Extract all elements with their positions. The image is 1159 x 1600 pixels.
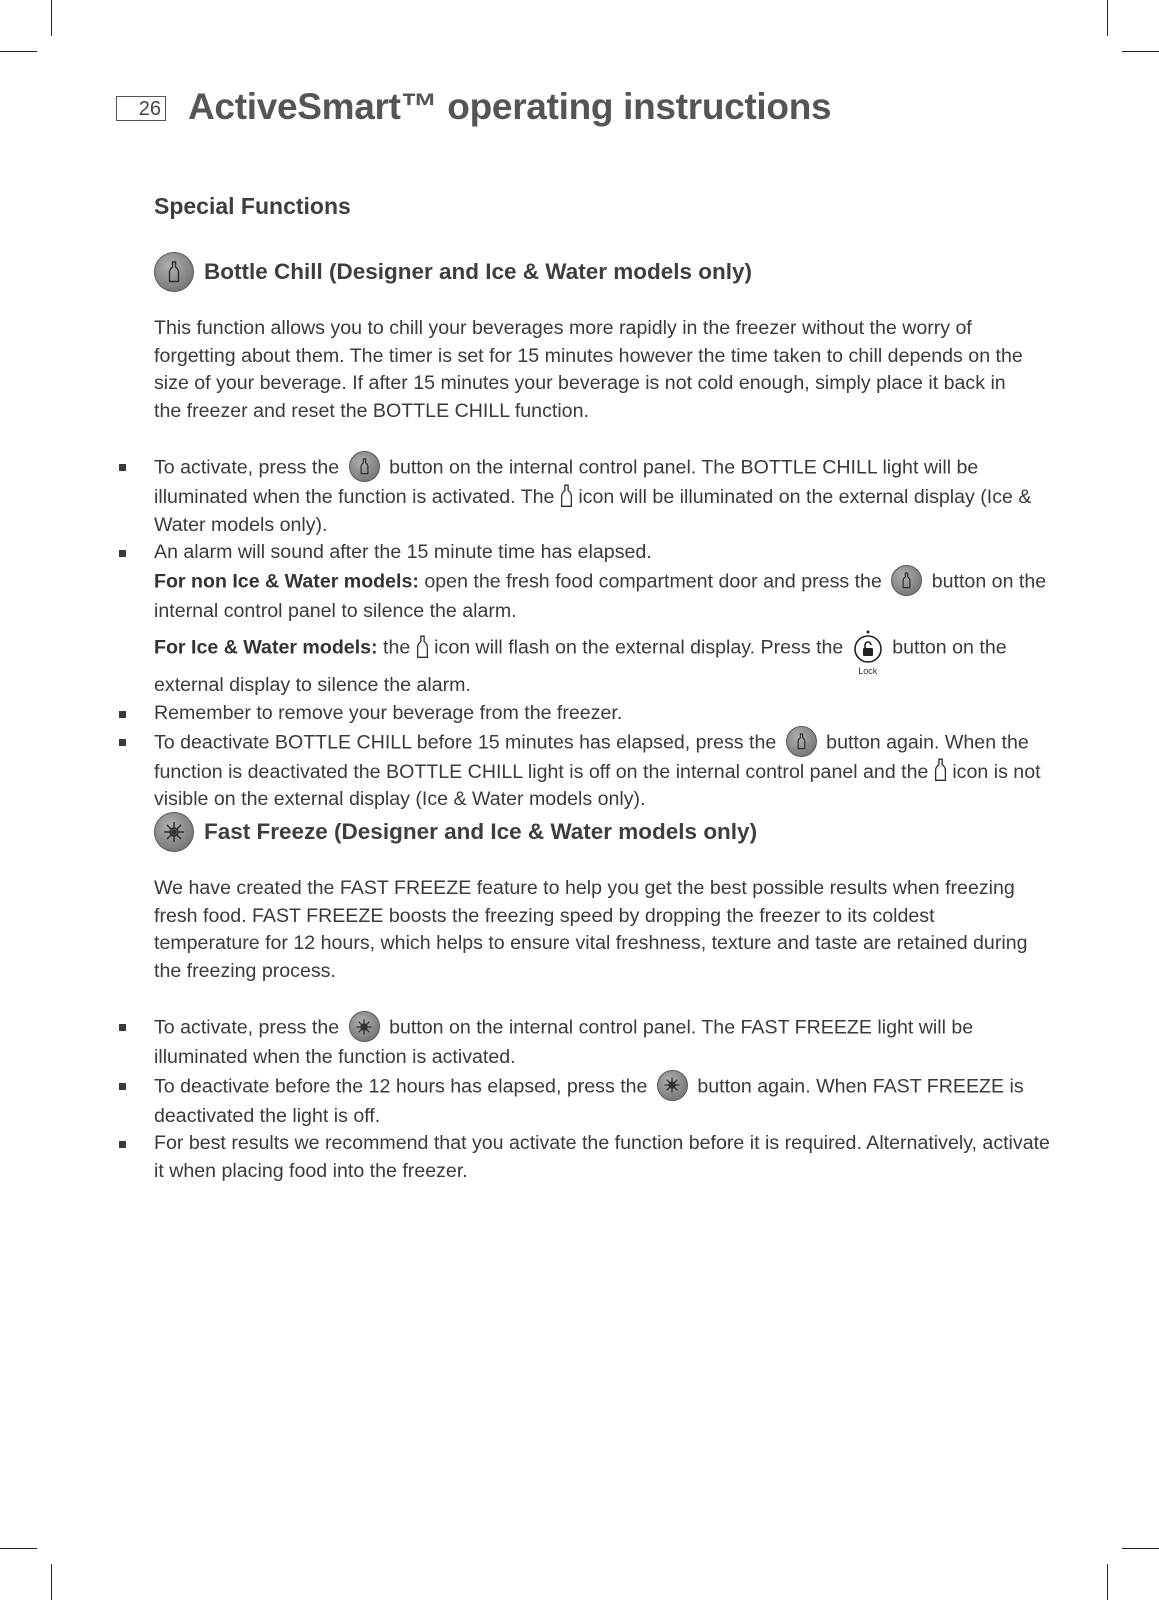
bottle-icon	[786, 726, 817, 757]
crop-mark	[0, 1548, 37, 1549]
bottle-icon	[560, 483, 573, 509]
bottle-chill-list	[154, 453, 1054, 814]
lock-button	[851, 629, 885, 676]
text: Remember to remove your beverage from the freezer.	[154, 701, 623, 724]
text: button on the internal control panel. The BOTTLE CHILL light will be illuminated when the function is activated. The	[154, 456, 979, 508]
text: An alarm will sound after the 15 minute time has elapsed.	[154, 541, 652, 564]
list-item	[154, 539, 1054, 700]
fast-freeze-heading: Fast Freeze (Designer and Ice & Water models only)	[204, 819, 758, 844]
fast-freeze-intro: We have created the FAST FREEZE feature to help you get the best possible results when freezing fresh food. FAST FREEZE boosts the freezing speed by dropping the freezer to its coldest temperature for 12 hours, which helps to ensure vital freshness, texture and taste are retained during the freezing process.	[154, 877, 1028, 982]
crop-mark	[1107, 0, 1108, 36]
crop-mark	[1107, 1564, 1108, 1600]
list-item	[154, 728, 1054, 814]
text: icon is not visible on the external display (Ice & Water models only).	[154, 760, 1041, 811]
text: To deactivate before the 12 hours has elapsed, press the	[154, 1075, 648, 1098]
lock-label: Lock	[858, 666, 878, 677]
bottle-chill-heading-row	[154, 252, 752, 292]
text: the	[383, 637, 411, 660]
bullet-icon	[119, 1141, 126, 1148]
crop-mark	[51, 1564, 52, 1600]
bold-label: For non Ice & Water models:	[154, 570, 419, 593]
text: button again. When FAST FREEZE is deactivated the light is off.	[154, 1075, 1024, 1127]
bottle-icon	[154, 252, 194, 292]
list-item	[154, 1130, 1054, 1185]
page-title: ActiveSmart™ operating instructions	[188, 86, 832, 127]
bold-label: For Ice & Water models:	[154, 637, 378, 660]
crop-mark	[51, 0, 52, 36]
crop-mark	[0, 51, 37, 52]
text: open the fresh food compartment door and press the	[424, 570, 882, 593]
list-item	[154, 453, 1054, 539]
section-title: Special Functions	[154, 193, 351, 219]
bullet-icon	[119, 711, 126, 718]
bottle-icon	[934, 757, 947, 783]
text: To activate, press the	[154, 456, 340, 479]
bullet-icon	[119, 550, 126, 557]
bullet-icon	[119, 739, 126, 746]
text: icon will be illuminated on the external display (Ice & Water models only).	[154, 486, 1032, 536]
text: For best results we recommend that you activate the function before it is required. Alternatively, activate it when placing food into the freezer.	[154, 1132, 1050, 1182]
fast-freeze-heading-row	[154, 812, 757, 852]
crop-mark	[1122, 51, 1159, 52]
crop-mark	[1122, 1548, 1159, 1549]
bullet-icon	[119, 1083, 126, 1090]
bottle-chill-heading: Bottle Chill (Designer and Ice & Water models only)	[204, 259, 752, 284]
bottle-chill-intro: This function allows you to chill your beverages more rapidly in the freezer without the worry of forgetting about them. The timer is set for 15 minutes however the time taken to chill depends on the size of your beverage. If after 15 minutes your beverage is not cold enough, simply place it back in the freezer and reset the BOTTLE CHILL function.	[154, 317, 1023, 422]
text: button on the external display to silence the alarm.	[154, 637, 1007, 697]
text: To deactivate BOTTLE CHILL before 15 minutes has elapsed, press the	[154, 731, 777, 754]
snowflake-icon	[657, 1070, 688, 1101]
list-item	[154, 1013, 1054, 1072]
bottle-icon	[416, 634, 429, 660]
bullet-icon	[119, 1024, 126, 1031]
bottle-icon	[891, 565, 922, 596]
list-item	[154, 700, 1054, 728]
text: button on the internal control panel. The FAST FREEZE light will be illuminated when the function is activated.	[154, 1016, 974, 1068]
page-number: 26	[116, 96, 166, 121]
lock-icon	[853, 629, 883, 665]
text: icon will flash on the external display. Press the	[434, 637, 844, 660]
snowflake-icon	[154, 812, 194, 852]
bullet-icon	[119, 464, 126, 471]
text: To activate, press the	[154, 1016, 340, 1039]
bottle-icon	[349, 451, 380, 482]
snowflake-icon	[349, 1011, 380, 1042]
text: button on the internal control panel to silence the alarm.	[154, 570, 1047, 622]
text: button again. When the function is deactivated the BOTTLE CHILL light is off on the internal control panel and the	[154, 731, 1029, 783]
list-item	[154, 1072, 1054, 1131]
fast-freeze-list	[154, 1013, 1054, 1185]
